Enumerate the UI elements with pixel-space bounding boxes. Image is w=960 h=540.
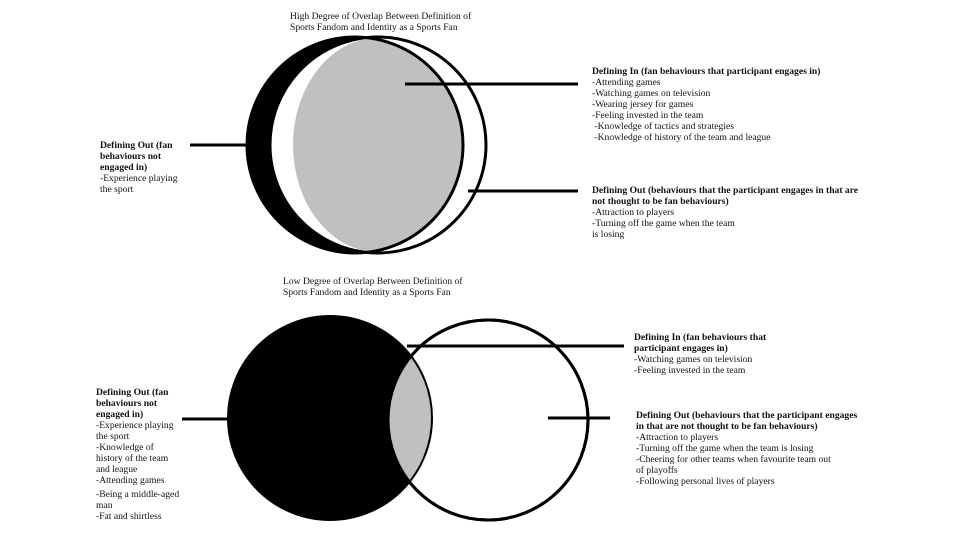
bottom-defining-out-right-item: -Attraction to players: [636, 432, 719, 443]
top-defining-out-left-item: the sport: [100, 184, 134, 195]
top-defining-out-left: [100, 140, 178, 195]
bottom-title: [283, 276, 463, 298]
top-defining-out-right-heading-line2: not thought to be fan behaviours): [592, 196, 729, 207]
bottom-defining-out-right-item: -Cheering for other teams when favourite team out: [636, 454, 831, 465]
top-defining-out-right-heading-line1: Defining Out (behaviours that the participant engages in that are: [592, 185, 859, 196]
top-defining-in-item: -Watching games on television: [592, 88, 711, 99]
bottom-defining-in: [634, 332, 766, 376]
bottom-defining-out-left-item: man: [96, 500, 113, 511]
bottom-defining-out-left-heading-line3: engaged in): [96, 409, 144, 420]
bottom-defining-out-left-heading-line2: behaviours not: [96, 398, 158, 409]
top-defining-in-item: -Knowledge of tactics and strategies: [592, 121, 734, 132]
bottom-defining-in-heading-line1: Defining In (fan behaviours that: [634, 332, 767, 343]
bottom-defining-out-left-item: the sport: [96, 431, 130, 442]
bottom-defining-in-heading-line2: participant engages in): [634, 343, 728, 354]
top-defining-in-item: -Attending games: [592, 77, 661, 88]
bottom-defining-out-left-item: -Knowledge of: [96, 442, 154, 453]
bottom-defining-out-left-item: -Fat and shirtless: [96, 511, 162, 522]
top-defining-in-heading: Defining In (fan behaviours that participant engages in): [592, 66, 821, 77]
bottom-defining-out-left: [96, 387, 179, 522]
bottom-title-line2: Sports Fandom and Identity as a Sports Fan: [283, 287, 451, 298]
bottom-defining-out-right-item: -Turning off the game when the team is losing: [636, 443, 814, 454]
bottom-defining-out-right-item: of playoffs: [636, 465, 678, 476]
bottom-venn: [182, 316, 624, 520]
bottom-defining-out-left-heading-line1: Defining Out (fan: [96, 387, 169, 398]
bottom-defining-out-right: [636, 410, 857, 487]
top-defining-in-item: -Knowledge of history of the team and league: [592, 132, 771, 143]
top-defining-out-left-heading-line1: Defining Out (fan: [100, 140, 173, 151]
bottom-defining-in-item: -Watching games on television: [634, 354, 753, 365]
top-title: [290, 11, 471, 33]
top-venn: [190, 37, 578, 253]
bottom-defining-out-right-item: -Following personal lives of players: [636, 476, 775, 487]
top-title-line2: Sports Fandom and Identity as a Sports Fan: [290, 22, 458, 33]
bottom-defining-out-left-item: history of the team: [96, 453, 169, 464]
top-defining-in-item: -Feeling invested in the team: [592, 110, 704, 121]
top-defining-out-right-item: -Attraction to players: [592, 207, 675, 218]
top-defining-out-right-item: -Turning off the game when the team: [592, 218, 735, 229]
bottom-defining-out-left-item: and league: [96, 464, 138, 475]
top-defining-in-item: -Wearing jersey for games: [592, 99, 694, 110]
top-defining-out-left-heading-line3: engaged in): [100, 162, 148, 173]
bottom-defining-out-left-item: -Being a middle-aged: [96, 489, 180, 500]
bottom-defining-out-right-heading-line1: Defining Out (behaviours that the participant engages: [636, 410, 858, 421]
top-defining-out-left-heading-line2: behaviours not: [100, 151, 162, 162]
top-defining-out-right-item: is losing: [592, 229, 625, 240]
top-defining-out-left-item: -Experience playing: [100, 173, 178, 184]
top-defining-in: [592, 66, 820, 143]
bottom-defining-in-item: -Feeling invested in the team: [634, 365, 746, 376]
bottom-title-line1: Low Degree of Overlap Between Definition of: [283, 276, 463, 287]
bottom-defining-out-right-heading-line2: in that are not thought to be fan behaviours): [636, 421, 818, 432]
top-title-line1: High Degree of Overlap Between Definition of: [290, 11, 472, 22]
bottom-defining-out-left-item: -Attending games: [96, 475, 165, 486]
top-defining-out-right: [592, 185, 858, 240]
bottom-defining-out-left-item: -Experience playing: [96, 420, 174, 431]
